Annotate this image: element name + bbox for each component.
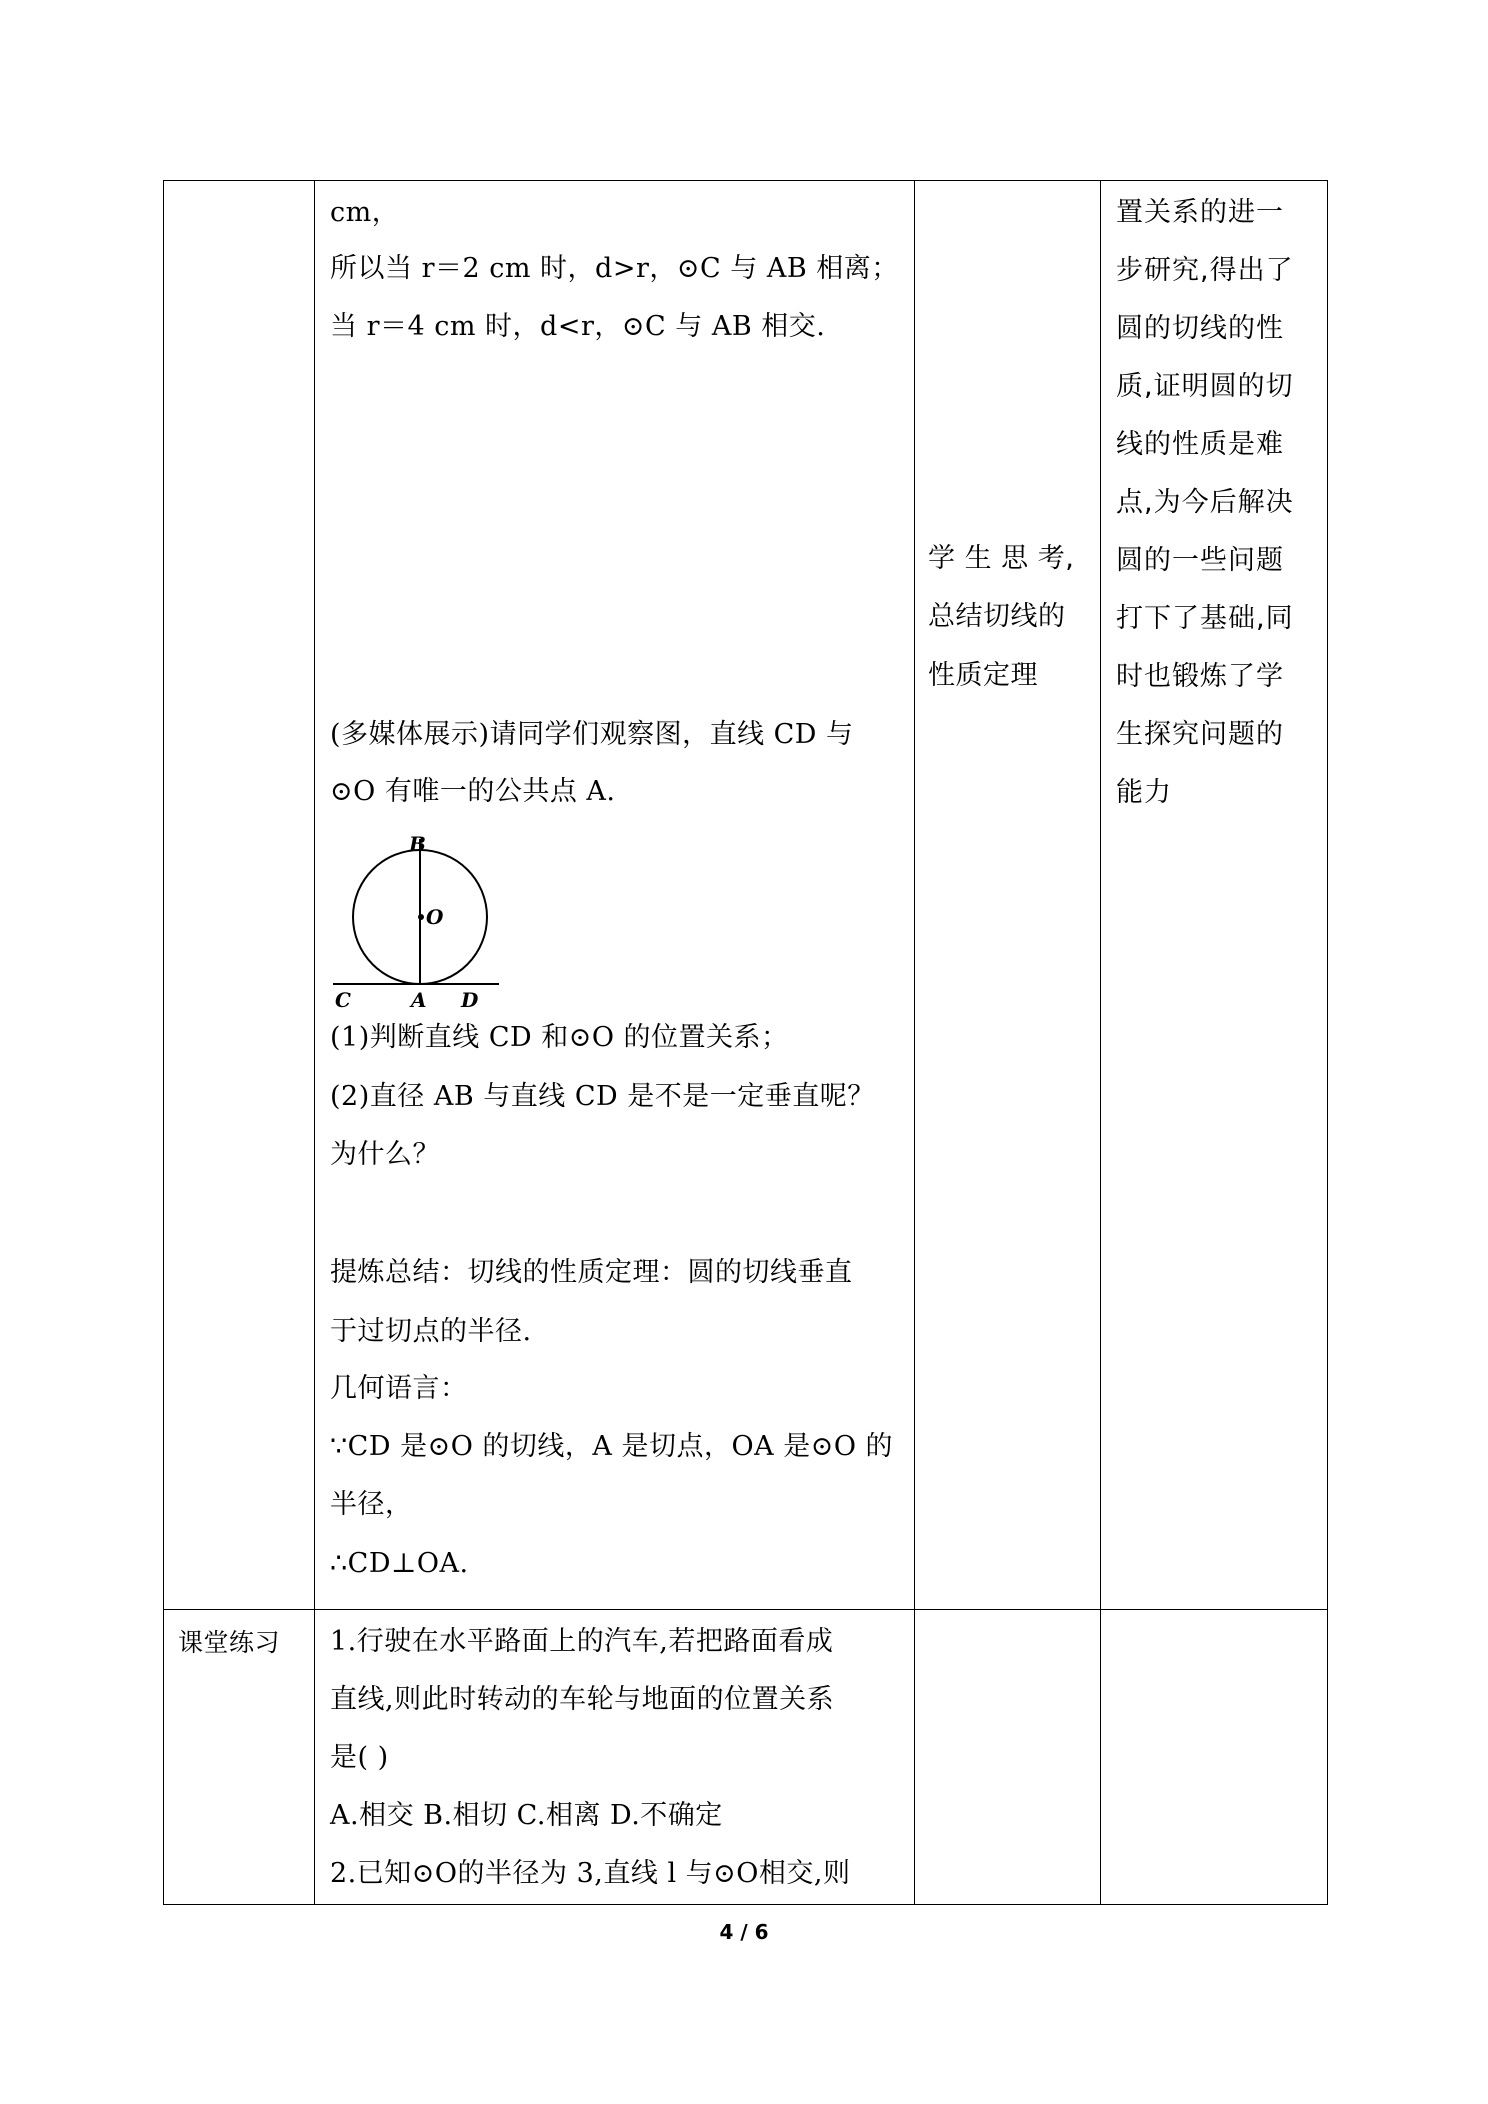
content-line: ⊙O 有唯一的公共点 A. xyxy=(330,776,616,807)
content-line: (1)判断直线 CD 和⊙O 的位置关系； xyxy=(330,1022,789,1053)
activity-line: 学 生 思 考, xyxy=(928,543,1075,574)
label-c: C xyxy=(335,988,351,1009)
intent-line: 能力 xyxy=(1116,777,1172,808)
exercise-line: 是( ) xyxy=(330,1742,389,1773)
cell-stage-practice xyxy=(164,1610,315,1905)
intent-line: 时也锻炼了学 xyxy=(1116,661,1284,692)
page-number: 4 / 6 xyxy=(719,1920,769,1944)
label-a: A xyxy=(411,988,427,1009)
content-line: 于过切点的半径. xyxy=(330,1316,532,1347)
cell-practice-activity xyxy=(915,1610,1101,1905)
circle-diagram xyxy=(329,829,509,1009)
content-line: 半径， xyxy=(330,1489,413,1520)
intent-line: 线的性质是难 xyxy=(1116,429,1284,460)
cell-design-intent xyxy=(1101,181,1328,1610)
content-line: cm， xyxy=(330,197,400,228)
lesson-plan-table xyxy=(163,180,1328,1905)
intent-line: 步研究,得出了 xyxy=(1116,255,1294,286)
label-b: B xyxy=(409,832,426,856)
label-d: D xyxy=(461,988,479,1009)
content-line: 几何语言： xyxy=(330,1373,468,1404)
activity-line: 性质定理 xyxy=(928,660,1038,691)
intent-line: 生探究问题的 xyxy=(1116,719,1284,750)
cell-practice-content xyxy=(315,1610,915,1905)
intent-line: 置关系的进一 xyxy=(1116,197,1284,228)
exercise-line: A.相交 B.相切 C.相离 D.不确定 xyxy=(330,1800,723,1831)
intent-line: 圆的一些问题 xyxy=(1116,545,1284,576)
cell-teaching-content xyxy=(315,181,915,1610)
intent-line: 打下了基础,同 xyxy=(1116,603,1294,634)
cell-practice-intent xyxy=(1101,1610,1328,1905)
exercise-line: 1.行驶在水平路面上的汽车,若把路面看成 xyxy=(330,1626,834,1657)
center-point-o xyxy=(418,914,424,920)
intent-line: 质,证明圆的切 xyxy=(1116,371,1294,402)
content-line: ∵CD 是⊙O 的切线，A 是切点，OA 是⊙O 的 xyxy=(330,1431,894,1462)
label-o: O xyxy=(426,905,444,929)
tangent-circle-figure xyxy=(329,829,509,1009)
table-row xyxy=(164,181,1328,1610)
content-line: 为什么？ xyxy=(330,1139,440,1170)
activity-line: 总结切线的 xyxy=(928,601,1066,632)
exercise-line: 直线,则此时转动的车轮与地面的位置关系 xyxy=(330,1684,835,1715)
cell-stage xyxy=(164,181,315,1610)
content-line: ∴CD⊥OA. xyxy=(330,1548,469,1579)
intent-line: 点,为今后解决 xyxy=(1116,487,1294,518)
content-line: 提炼总结：切线的性质定理：圆的切线垂直 xyxy=(330,1257,853,1288)
content-line: (2)直径 AB 与直线 CD 是不是一定垂直呢？ xyxy=(330,1081,875,1112)
table-row xyxy=(164,1610,1328,1905)
content-line: 当 r＝4 cm 时，d<r，⊙C 与 AB 相交. xyxy=(330,311,826,342)
intent-line: 圆的切线的性 xyxy=(1116,313,1284,344)
cell-student-activity xyxy=(915,181,1101,1610)
content-line: (多媒体展示)请同学们观察图，直线 CD 与 xyxy=(330,719,854,750)
content-line: 所以当 r＝2 cm 时，d>r，⊙C 与 AB 相离； xyxy=(330,253,899,284)
stage-label: 课堂练习 xyxy=(178,1628,281,1657)
exercise-line: 2.已知⊙O的半径为 3,直线 l 与⊙O相交,则 xyxy=(330,1858,851,1889)
